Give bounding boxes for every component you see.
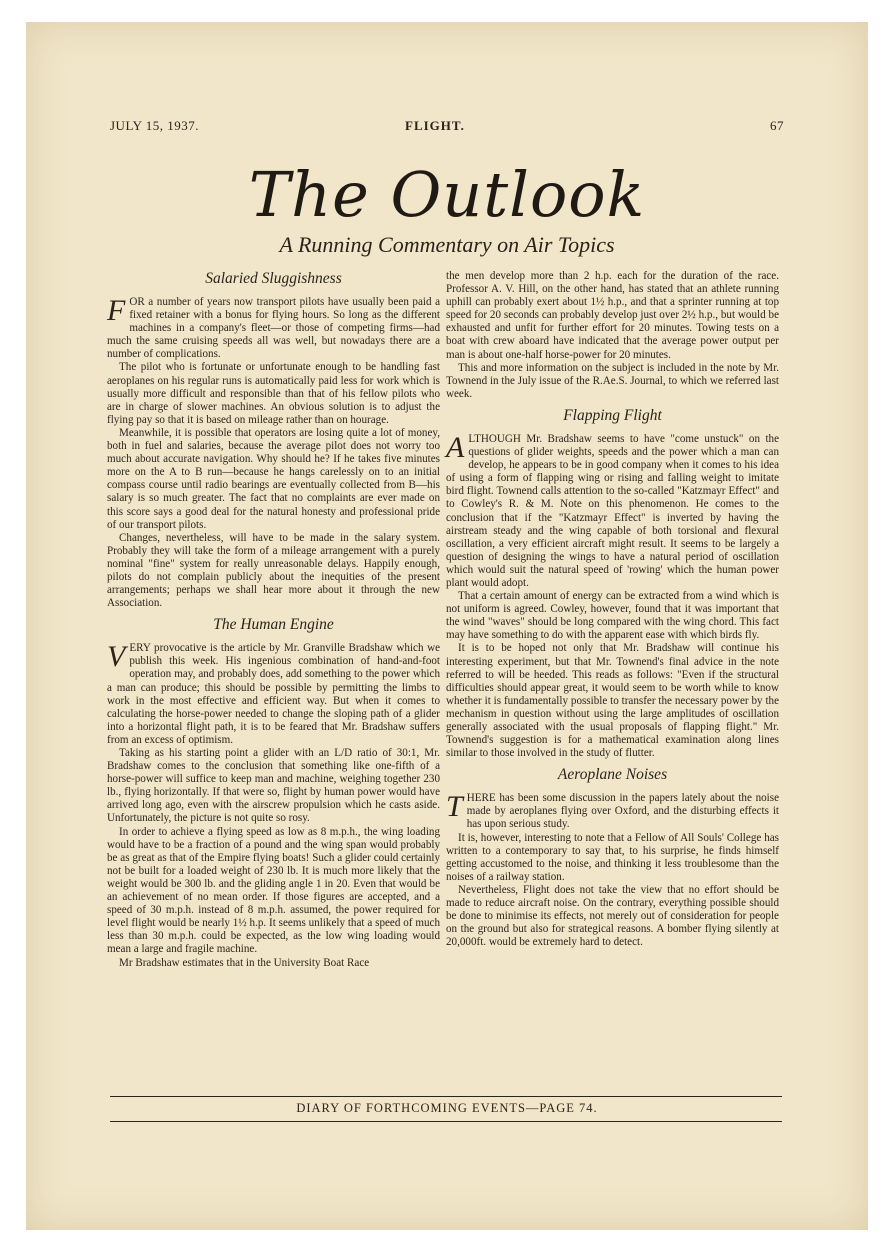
section-heading: The Human Engine [213, 616, 334, 634]
section-heading: Flapping Flight [563, 406, 662, 424]
paragraph: Taking as his starting point a glider with an L/D ratio of 30:1, Mr. Bradshaw comes to the conclusion that something like one-fifth of a horse-power will suffice to keep man and machine, weighing together 230 lb., flying horizontally. If that were so, flight by human power would have arrived long ago, even with the airscrew propulsion which he casts aside. Unfortunately, the picture is not quite so rosy. [107, 747, 440, 825]
running-header [0, 118, 894, 138]
paragraph: FOR a number of years now transport pilots have usually been paid a fixed retainer with a bonus for flying hours. So long as the different machines in a company's fleet—or those of competing firms—had much the same cruising speeds all was well, but nowadays there are a number of complications. [107, 294, 440, 361]
page-title: The Outlook [248, 158, 646, 231]
paragraph: the men develop more than 2 h.p. each for the duration of the race. Professor A. V. Hill, on the other hand, has stated that an athlete running uphill can probably exert about 1½ h.p., and that a sprinter running at top speed for 20 seconds can probably develop just over 2½ h.p., but would be exhausted and unfit for further effort for 20 minutes. Towing tests on a boat with crew aboard have indicated that the average power output per man is about one-half horse-power for 20 minutes. [446, 270, 779, 361]
section-heading: Salaried Sluggishness [205, 270, 342, 287]
page-subtitle: A Running Commentary on Air Topics [279, 232, 615, 257]
drop-cap: T [446, 790, 463, 824]
footer-note: DIARY OF FORTHCOMING EVENTS—PAGE 74. [296, 1101, 598, 1115]
drop-cap: V [107, 640, 126, 674]
paragraph: In order to achieve a flying speed as low as 8 m.p.h., the wing loading would have to be a fraction of a pound and the wing span would probably be as great as that of the Empire flying boats! Such a glider could certainly not be built for a loaded weight of 230 lb. It is much more likely that the weight would be 300 lb. and the gliding angle 1 in 20. Even that would be an achievement of no mean order. If those figures are accepted, and a speed of 30 m.p.h. instead of 8 m.p.h. assumed, the power required for level flight would be nearly 1½ h.p. It seems unlikely that a speed of much less than 30 m.p.h. could be expected, as the low wing loading would mean a large and fragile machine. [107, 825, 440, 956]
paragraph: Changes, nevertheless, will have to be made in the salary system. Probably they will take the form of a mileage arrangement with a purely nominal "fine" system for really unreasonable delays. Happily enough, pilots do not complain publicly about the inequities of the present arrangements; perhaps we shall hear more about it through the new Association. [107, 531, 440, 610]
paragraph: ALTHOUGH Mr. Bradshaw seems to have "come unstuck" on the questions of glider weights, speeds and the power which a man can develop, he appears to be in good company when it comes to his idea of using a form of flapping wing or rising and falling weight to imitate bird flight. Townend calls attention to the so-called "Katzmayr Effect" and to Cowley's R. & M. Note on this phenomenon. He comes to the conclusion that if the "Katzmayr Effect" is inverted by having the airstream steady and the wing capable of both torsional and flexural oscillation, a very efficient aircraft might result. It seems to be largely a question of designing the wings to have a natural period of oscillation which would suit the natural speed of 'rowing' which the human power plant would adopt. [446, 430, 779, 589]
left-column [107, 270, 440, 970]
drop-cap: A [446, 430, 465, 464]
issue-date: JULY 15, 1937. [110, 118, 199, 133]
paragraph: It is, however, interesting to note that a Fellow of All Souls' College has written to a contemporary to say that, to his surprise, he finds himself getting accustomed to the noise, and thinking it less troublesome than the noises of a railway station. [446, 831, 779, 883]
paragraph: That a certain amount of energy can be extracted from a wind which is not uniform is agreed. Cowley, however, found that it was important that the wind "waves" should be long compared with the wing chord. This fact may have something to do with the apparent ease with which birds fly. [446, 590, 779, 642]
drop-cap: F [107, 294, 126, 327]
page-number: 67 [770, 118, 784, 133]
paragraph: Nevertheless, Flight does not take the view that no effort should be made to reduce aircraft noise. On the contrary, everything possible should be done to minimise its effects, not merely out of consideration for people on the ground but also for strategical reasons. A bomber flying silently at 20,000ft. would be extremely hard to detect. [446, 883, 779, 949]
paragraph: Mr Bradshaw estimates that in the University Boat Race [119, 956, 370, 969]
section-heading: Aeroplane Noises [557, 766, 668, 784]
footer-rule-bottom [110, 1121, 782, 1122]
paragraph: VERY provocative is the article by Mr. Granville Bradshaw which we publish this week. His ingenious combination of hand-and-foot operation may, and probably does, add something to the power which a man can produce; this should be possible by permitting the limbs to work in the most effective and efficient way. But when it comes to calculating the horse-power needed to change the sloping path of a glider into a horizontal flight path, it is to be feared that Mr. Bradshaw suffers from an excess of optimism. [107, 640, 440, 746]
paragraph: THERE has been some discussion in the papers lately about the noise made by aeroplanes flying over Oxford, and the disturbing effects it has upon serious study. [446, 790, 779, 831]
paragraph: The pilot who is fortunate or unfortunate enough to be handling fast aeroplanes on his regular runs is automatically paid less for work which is usually more difficult and responsible than that of his fellow pilots who are in charge of slower machines. An obvious solution is to adjust the flying pay so that it is based on mileage rather than on hourage. [107, 361, 440, 426]
paragraph: Meanwhile, it is possible that operators are losing quite a lot of money, both in fuel and salaries, because the average pilot does not worry too much about accurate navigation. Why should he? If he takes five minutes more on the A to B run—because he hangs carelessly on to an initial compass course until radio bearings are eventually collected from B—his salary is so much greater. The fact that no complaints are ever made on this score says a good deal for the natural honesty and professional pride of our transport pilots. [107, 426, 440, 531]
paragraph: This and more information on the subject is included in the note by Mr. Townend in the July issue of the R.Ae.S. Journal, to which we referred last week. [446, 361, 779, 400]
publication-name: FLIGHT. [405, 118, 465, 133]
footer-rule-top [110, 1096, 782, 1097]
paragraph: It is to be hoped not only that Mr. Bradshaw will continue his interesting experiment, but that Mr. Townend's final advice in the note referred to will be heeded. This reads as follows: "Even if the structural difficulties should appear great, it would seem to be worth while to know whether it is fundamentally possible to transfer the necessary power by the mechanism in question without using the large amplitudes of oscillation generally associated with the usual proposals of flapping flight." Mr. Townend's suggestion is for a mathematical examination along lines similar to those involved in the study of flutter. [446, 642, 779, 760]
right-column [446, 270, 779, 949]
